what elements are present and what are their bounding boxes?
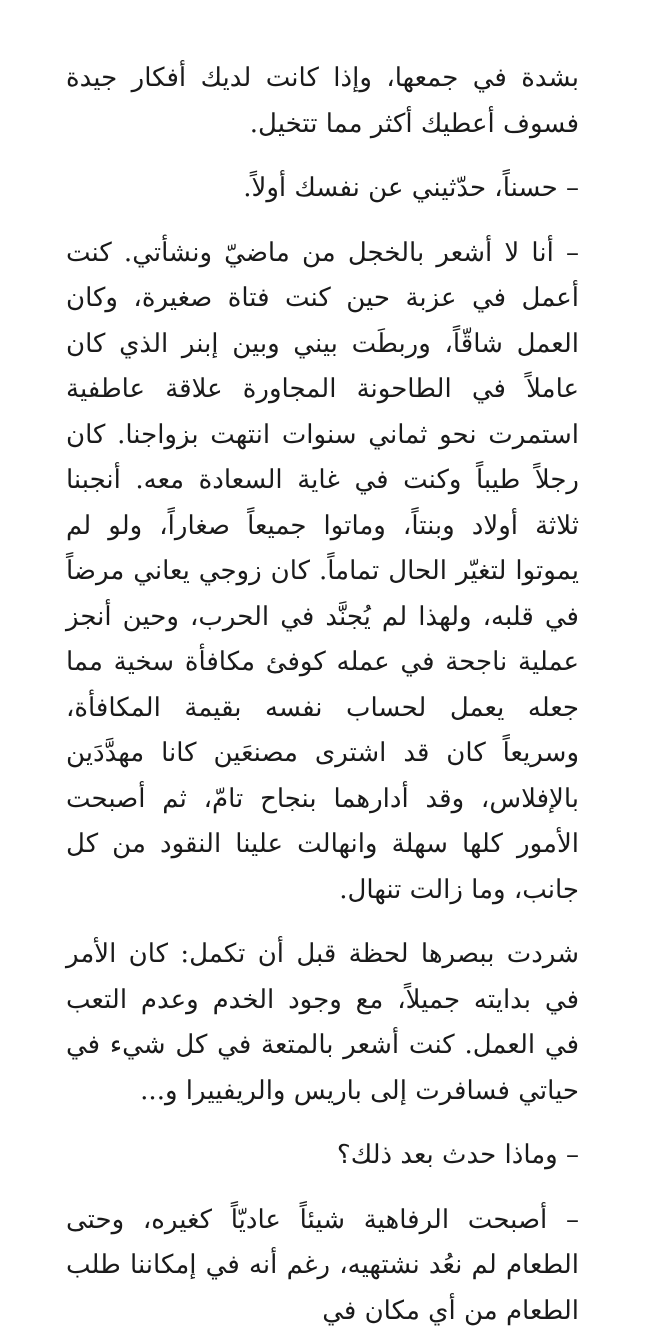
paragraph-spacer (66, 913, 579, 932)
dialogue-line: – حسناً، حدّثيني عن نفسك أولاً. (66, 166, 579, 212)
paragraph-spacer (66, 1179, 579, 1198)
paragraph-spacer (66, 212, 579, 231)
dialogue-line: – وماذا حدث بعد ذلك؟ (66, 1133, 579, 1179)
paragraph-spacer (66, 1114, 579, 1133)
dialogue-paragraph: – أنا لا أشعر بالخجل من ماضيّ ونشأتي. كنت أعمل في عزبة حين كنت فتاة صغيرة، وكان العمل شاقّاً، وربطَت بيني وبين إبنر الذي كان عاملاً في الطاحونة المجاورة علاقة عاطفية استمرت نحو ثماني سنوات انتهت بزواجنا. كان رجلاً طيباً وكنت في غاية السعادة معه. أنجبنا ثلاثة أولاد وبنتاً، وماتوا جميعاً صغاراً، ولو لم يموتوا لتغيّر الحال تماماً. كان زوجي يعاني مرضاً في قلبه، ولهذا لم يُجنَّد في الحرب، وحين أنجز عملية ناجحة في عمله كوفئ مكافأة سخية مما جعله يعمل لحساب نفسه بقيمة المكافأة، وسريعاً كان قد اشترى مصنعَين كانا مهدَّدَين بالإفلاس، وقد أدارهما بنجاح تامّ، ثم أصبحت الأمور كلها سهلة وانهالت علينا النقود من كل جانب، وما زالت تنهال. (66, 231, 579, 914)
paragraph-continuation: بشدة في جمعها، وإذا كانت لديك أفكار جيدة فسوف أعطيك أكثر مما تتخيل. (66, 56, 579, 147)
dialogue-paragraph: – أصبحت الرفاهية شيئاً عاديّاً كغيره، وحتى الطعام لم نعُد نشتهيه، رغم أنه في إمكاننا طلب الطعام من أي مكان في (66, 1198, 579, 1334)
paragraph-spacer (66, 147, 579, 166)
narration-paragraph: شردت ببصرها لحظة قبل أن تكمل: كان الأمر في بدايته جميلاً، مع وجود الخدم وعدم التعب في العمل. كنت أشعر بالمتعة في كل شيء في حياتي فسافرت إلى باريس والريفييرا و... (66, 932, 579, 1114)
